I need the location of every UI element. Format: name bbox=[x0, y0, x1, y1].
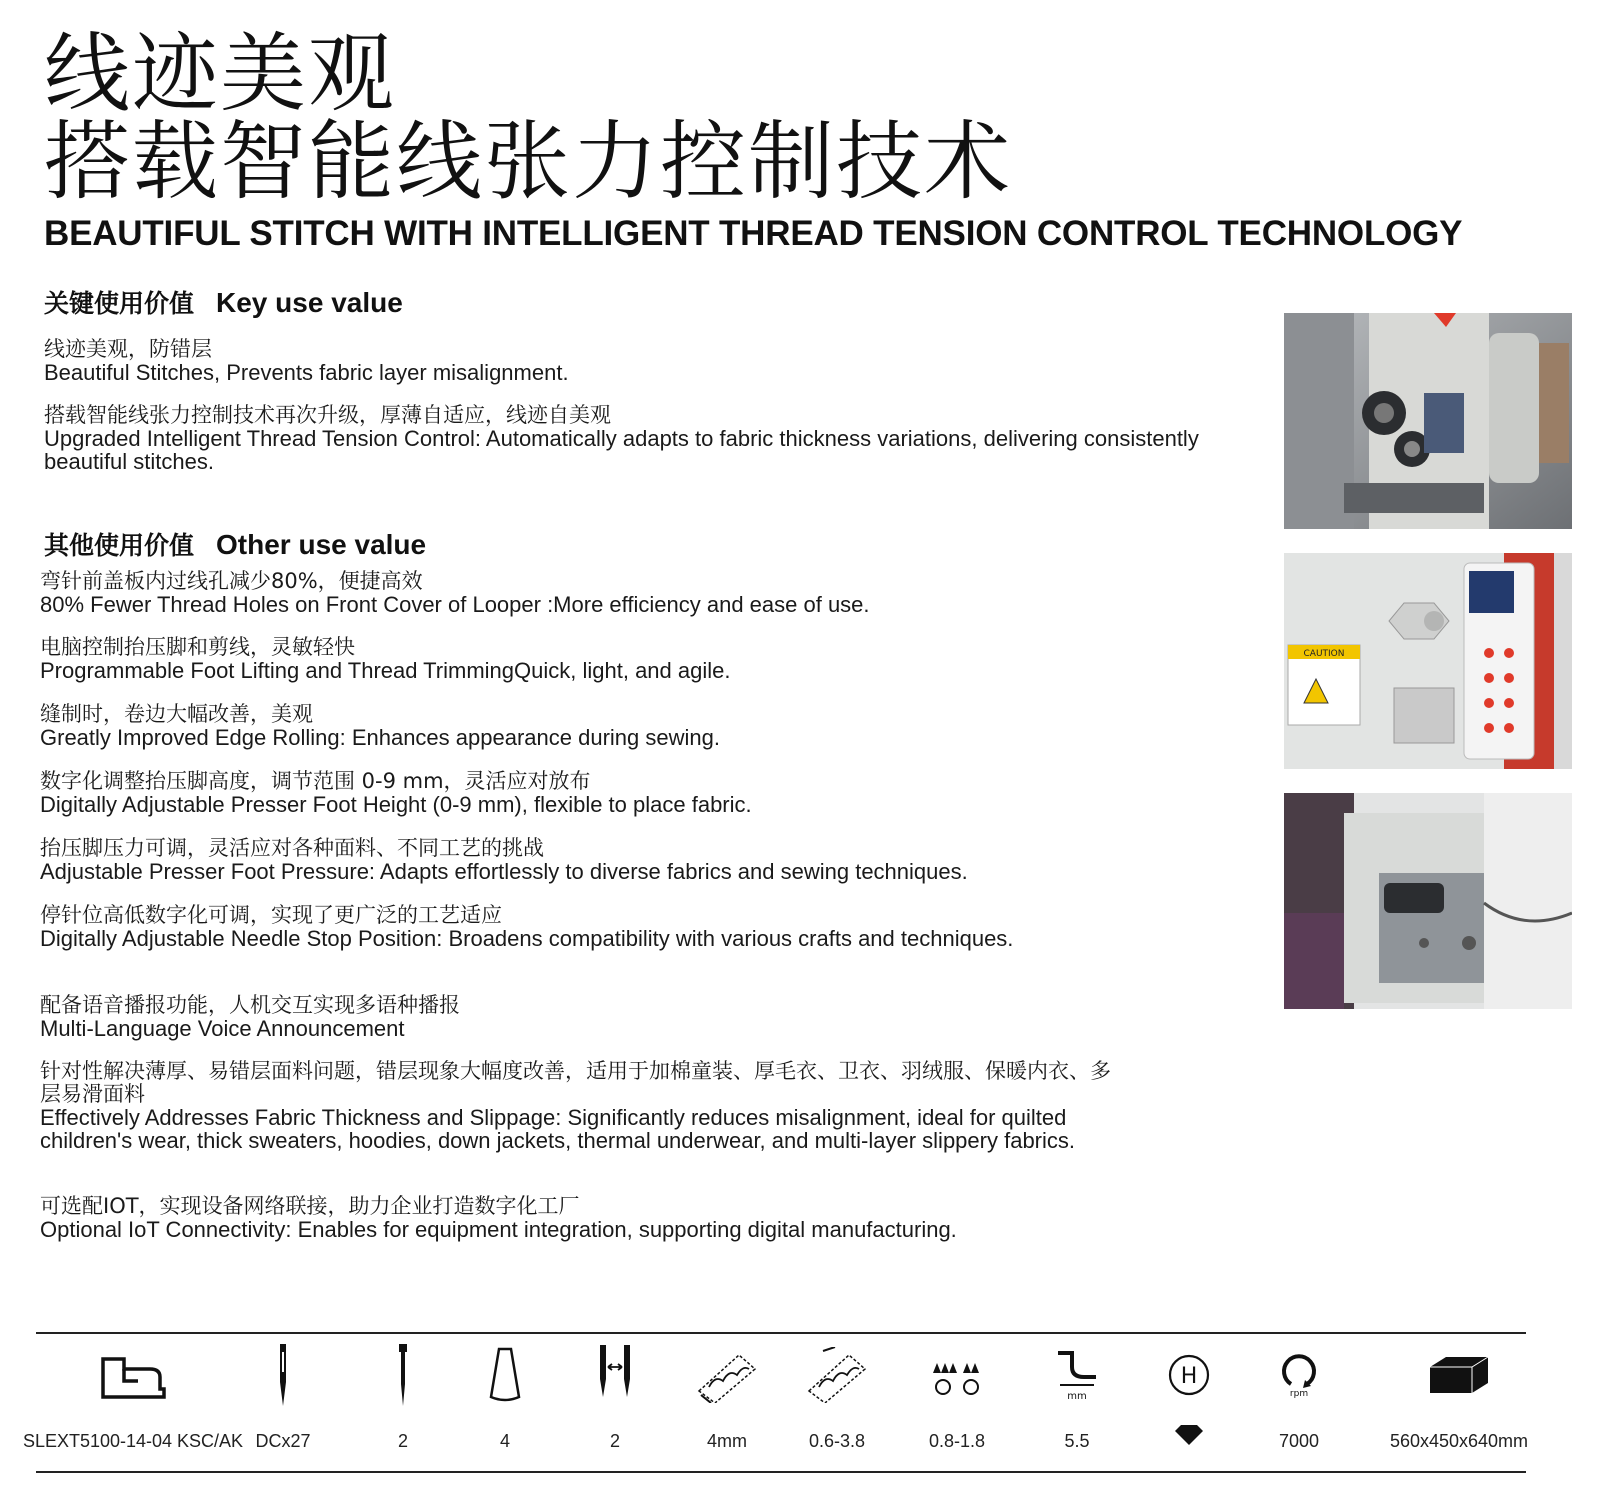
other-item bbox=[40, 570, 1240, 616]
other-item-en: Multi-Language Voice Announcement bbox=[40, 1016, 405, 1041]
other-item bbox=[40, 703, 1240, 749]
spec-threads-value: 4 bbox=[499, 1431, 510, 1451]
other-item bbox=[40, 1195, 1240, 1241]
title-cn-line1: 线迹美观 bbox=[44, 24, 396, 124]
other-item-en: Digitally Adjustable Presser Foot Height (0-9 mm), flexible to place fabric. bbox=[40, 792, 752, 817]
other-item-en: Adjustable Presser Foot Pressure: Adapts effortlessly to diverse fabrics and sewing techniques. bbox=[40, 859, 968, 884]
rpm-unit-label: rpm bbox=[1289, 1389, 1309, 1399]
spec-top-rule bbox=[36, 1332, 1526, 1334]
spec-needle-gauge-value: 2 bbox=[609, 1431, 620, 1451]
other-item-cn: 停针位高低数字化可调，实现了更广泛的工艺适应 bbox=[40, 903, 502, 927]
other-item-en: Digitally Adjustable Needle Stop Position: Broadens compatibility with various crafts and techniques. bbox=[40, 926, 1014, 951]
other-item bbox=[40, 1060, 1120, 1152]
other-section-title-en: Other use value bbox=[216, 529, 427, 560]
key-item-en: Upgraded Intelligent Thread Tension Control: Automatically adapts to fabric thickness variations, delivering consistently beautiful stitches. bbox=[44, 426, 1199, 474]
other-item-en: 80% Fewer Thread Holes on Front Cover of Looper :More efficiency and ease of use. bbox=[40, 592, 870, 617]
spec-differential-feed-value: 0.6-3.8 bbox=[808, 1431, 866, 1451]
twin-needle-icon bbox=[597, 1345, 633, 1405]
spec-foot-lift-value: 5.5 bbox=[1064, 1431, 1090, 1451]
spec-speed-value: 7000 bbox=[1278, 1431, 1320, 1451]
h-circle-label: H bbox=[1180, 1364, 1198, 1389]
other-item-cn: 数字化调整抬压脚高度，调节范围 0-9 mm，灵活应对放布 bbox=[40, 769, 591, 793]
other-item bbox=[40, 770, 1240, 816]
spec-bottom-rule bbox=[36, 1471, 1526, 1473]
machine-photo-looper bbox=[1284, 793, 1572, 1009]
machine-photo-tension bbox=[1284, 313, 1572, 529]
key-item-cn: 线迹美观，防错层 bbox=[44, 337, 212, 361]
key-section-title-en: Key use value bbox=[216, 287, 403, 318]
machine-outline-icon bbox=[98, 1349, 168, 1401]
title-cn-line2: 搭载智能线张力控制技术 bbox=[44, 112, 1012, 212]
other-section-title-cn: 其他使用价值 bbox=[44, 531, 195, 560]
spec-needles-value: 2 bbox=[397, 1431, 408, 1451]
needle-icon bbox=[275, 1344, 291, 1406]
spec-differential-feed bbox=[772, 1345, 902, 1451]
other-item bbox=[40, 994, 1240, 1040]
key-item bbox=[44, 404, 1244, 473]
h-circle-icon bbox=[1167, 1353, 1211, 1397]
key-item bbox=[44, 338, 1244, 384]
key-item-en: Beautiful Stitches, Prevents fabric layer misalignment. bbox=[44, 360, 569, 385]
single-needle-icon bbox=[395, 1344, 411, 1406]
key-item-cn: 搭载智能线张力控制技术再次升级，厚薄自适应，线迹自美观 bbox=[44, 403, 611, 427]
other-item-cn: 针对性解决薄厚、易错层面料问题，错层现象大幅度改善，适用于加棉童装、厚毛衣、卫衣、羽绒服、保暖内衣、多层易滑面料 bbox=[40, 1059, 1111, 1106]
other-item-cn: 可选配IOT，实现设备网络联接，助力企业打造数字化工厂 bbox=[40, 1194, 580, 1218]
differential-feed-icon bbox=[805, 1347, 869, 1403]
spec-model bbox=[13, 1345, 253, 1451]
key-section-title-cn: 关键使用价值 bbox=[44, 289, 195, 318]
rpm-icon bbox=[1279, 1350, 1319, 1400]
other-item-cn: 缝制时，卷边大幅改善，美观 bbox=[40, 702, 313, 726]
other-item-en: Effectively Addresses Fabric Thickness and Slippage: Significantly reduces misalignment, ideal for quilted children's wear, thick sweaters, hoodies, down jackets, thermal underwear, and multi-layer slippery fabrics. bbox=[40, 1105, 1075, 1153]
other-item-en: Programmable Foot Lifting and Thread TrimmingQuick, light, and agile. bbox=[40, 658, 731, 683]
spec-overedge-width-value: 4mm bbox=[707, 1431, 747, 1451]
spec-stitch-length bbox=[892, 1345, 1022, 1451]
other-item-cn: 电脑控制抬压脚和剪线，灵敏轻快 bbox=[40, 635, 355, 659]
other-item-en: Greatly Improved Edge Rolling: Enhances appearance during sewing. bbox=[40, 725, 720, 750]
diamond-icon bbox=[1175, 1425, 1203, 1445]
other-item bbox=[40, 636, 1240, 682]
spec-needle-type-value: DCx27 bbox=[255, 1431, 311, 1451]
title-en: BEAUTIFUL STITCH WITH INTELLIGENT THREAD TENSION CONTROL TECHNOLOGY bbox=[44, 214, 1463, 253]
box-icon bbox=[1428, 1355, 1490, 1395]
caution-label: CAUTION bbox=[1303, 649, 1345, 659]
thread-cone-icon bbox=[488, 1347, 522, 1403]
other-item-cn: 弯针前盖板内过线孔减少80%，便捷高效 bbox=[40, 569, 423, 593]
other-item bbox=[40, 837, 1240, 883]
spec-model-value: SLEXT5100-14-04 KSC/AK bbox=[22, 1431, 244, 1451]
other-item-en: Optional IoT Connectivity: Enables for equipment integration, supporting digital manufacturing. bbox=[40, 1217, 957, 1242]
spec-dimensions-value: 560x450x640mm bbox=[1389, 1431, 1529, 1451]
mm-unit-label: mm bbox=[1067, 1391, 1087, 1402]
other-item bbox=[40, 904, 1030, 950]
other-item-cn: 抬压脚压力可调，灵活应对各种面料、不同工艺的挑战 bbox=[40, 836, 544, 860]
overedge-width-icon bbox=[695, 1347, 759, 1403]
machine-photo-control-panel bbox=[1284, 553, 1572, 769]
spec-dimensions bbox=[1339, 1345, 1579, 1451]
spec-foot-lift bbox=[1012, 1345, 1142, 1451]
presser-foot-lift-icon bbox=[1054, 1347, 1100, 1403]
other-item-cn: 配备语音播报功能，人机交互实现多语种播报 bbox=[40, 993, 460, 1017]
other-section-heading bbox=[44, 526, 426, 562]
feed-dog-icon bbox=[931, 1353, 983, 1397]
spec-needle-type bbox=[218, 1345, 348, 1451]
spec-needle-gauge bbox=[550, 1345, 680, 1451]
spec-stitch-length-value: 0.8-1.8 bbox=[928, 1431, 986, 1451]
key-section-heading bbox=[44, 284, 403, 320]
